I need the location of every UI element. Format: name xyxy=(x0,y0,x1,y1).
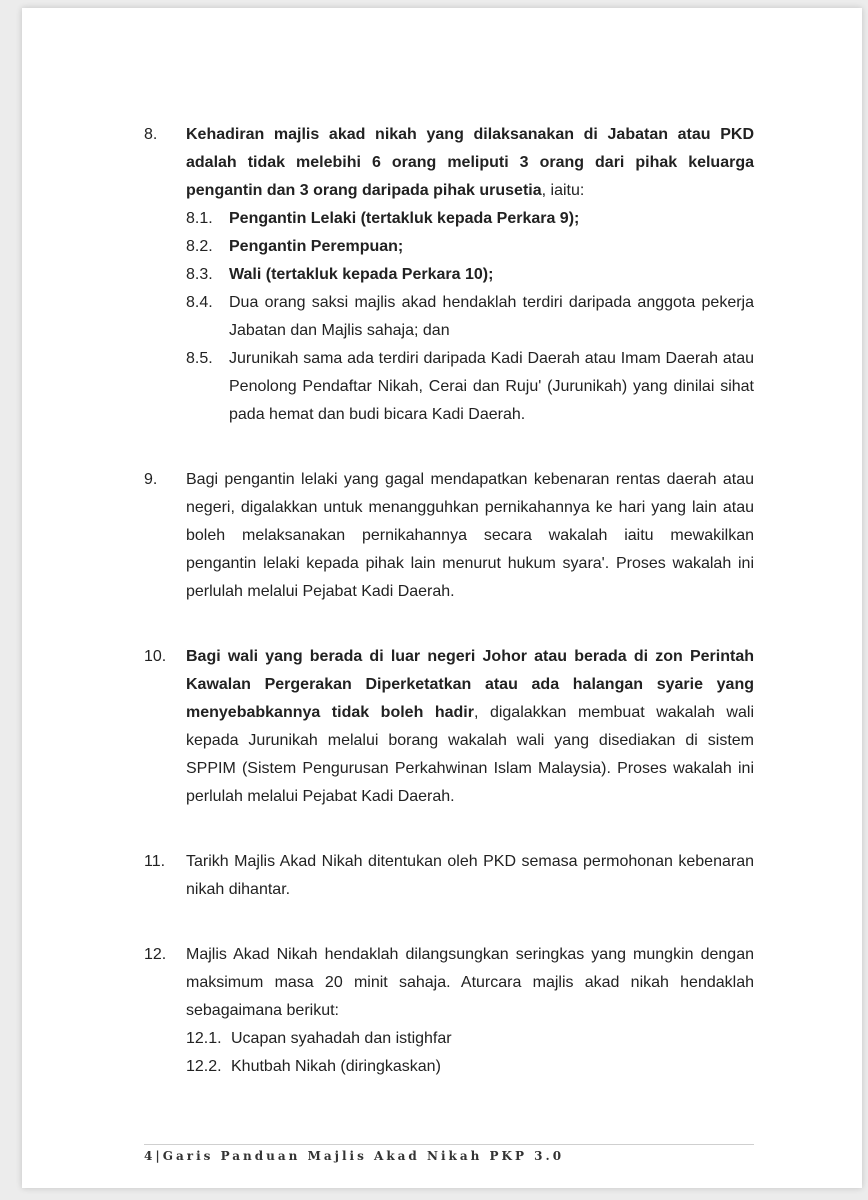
clause-11 xyxy=(144,848,754,904)
subclause-number: 8.4. xyxy=(186,294,213,311)
clause-12-subitems xyxy=(186,1025,754,1081)
clause-number: 8. xyxy=(144,126,158,143)
clause-number: 12. xyxy=(144,946,167,963)
subclause-12-1 xyxy=(186,1025,754,1053)
subclause-text: Wali (tertakluk kepada Perkara 10); xyxy=(229,266,494,283)
subclause-number: 8.2. xyxy=(186,238,213,255)
clause-number: 11. xyxy=(144,853,166,870)
clause-text-bold: Bagi wali yang berada di luar negeri Johor atau berada di zon Perintah Kawalan Pergerakan Diperketatkan atau ada halangan syarie yang menyebabkannya tidak boleh hadir xyxy=(186,648,754,721)
clause-number: 9. xyxy=(144,471,158,488)
subclause-8-2 xyxy=(186,233,754,261)
subclause-8-1 xyxy=(186,205,754,233)
clause-text xyxy=(186,941,754,1025)
subclause-8-4 xyxy=(186,289,754,345)
clause-text-regular: , iaitu: xyxy=(541,182,585,199)
subclause-number: 8.1. xyxy=(186,210,213,227)
clause-12 xyxy=(144,941,754,1081)
clause-10 xyxy=(144,643,754,811)
subclause-number: 8.3. xyxy=(186,266,213,283)
document-body xyxy=(144,121,754,1081)
subclause-number: 12.1. xyxy=(186,1030,222,1047)
clause-text xyxy=(186,466,754,606)
clause-text xyxy=(186,643,754,811)
clause-text-regular: Majlis Akad Nikah hendaklah dilangsungkan seringkas yang mungkin dengan maksimum masa 20 minit sahaja. Aturcara majlis akad nikah hendaklah sebagaimana berikut: xyxy=(186,946,754,1019)
footer-title: Garis Panduan Majlis Akad Nikah PKP 3.0 xyxy=(162,1149,565,1163)
clause-9 xyxy=(144,466,754,606)
clause-number: 10. xyxy=(144,648,167,665)
subclause-8-3 xyxy=(186,261,754,289)
subclause-8-5 xyxy=(186,345,754,429)
clause-text xyxy=(186,848,754,904)
footer-separator: | xyxy=(155,1149,163,1163)
subclause-text: Dua orang saksi majlis akad hendaklah terdiri daripada anggota pekerja Jabatan dan Majlis sahaja; dan xyxy=(229,294,754,339)
subclause-number: 8.5. xyxy=(186,350,213,367)
subclause-text: Jurunikah sama ada terdiri daripada Kadi Daerah atau Imam Daerah atau Penolong Pendaftar Nikah, Cerai dan Ruju' (Jurunikah) yang dinilai sihat pada hemat dan budi bicara Kadi Daerah. xyxy=(229,350,754,423)
clause-text-regular: , digalakkan membuat wakalah wali kepada Jurunikah melalui borang wakalah wali yang disediakan di sistem SPPIM (Sistem Pengurusan Perkahwinan Islam Malaysia). Proses wakalah ini perlulah melalui Pejabat Kadi Daerah. xyxy=(186,704,754,805)
subclause-text: Pengantin Lelaki (tertakluk kepada Perkara 9); xyxy=(229,210,580,227)
clause-text-regular: Bagi pengantin lelaki yang gagal mendapatkan kebenaran rentas daerah atau negeri, digalakkan untuk menangguhkan pernikahannya ke hari yang lain atau boleh melaksanakan pernikahannya secara wakalah iaitu mewakilkan pengantin lelaki kepada pihak lain menurut hukum syara'. Proses wakalah ini perlulah melalui Pejabat Kadi Daerah. xyxy=(186,471,754,600)
clause-text-bold: Kehadiran majlis akad nikah yang dilaksanakan di Jabatan atau PKD adalah tidak melebihi 6 orang meliputi 3 orang dari pihak keluarga pengantin dan 3 orang daripada pihak urusetia xyxy=(186,126,754,199)
clause-text-regular: Tarikh Majlis Akad Nikah ditentukan oleh PKD semasa permohonan kebenaran nikah dihantar. xyxy=(186,853,754,898)
subclause-number: 12.2. xyxy=(186,1058,222,1075)
subclause-text: Pengantin Perempuan; xyxy=(229,238,404,255)
subclause-12-2 xyxy=(186,1053,754,1081)
clause-8 xyxy=(144,121,754,429)
page-number: 4 xyxy=(144,1149,156,1163)
clause-8-subitems xyxy=(186,205,754,429)
subclause-text: Ucapan syahadah dan istighfar xyxy=(231,1030,452,1047)
subclause-text: Khutbah Nikah (diringkaskan) xyxy=(231,1058,441,1075)
document-page xyxy=(22,8,862,1188)
clause-text xyxy=(186,121,754,205)
page-footer xyxy=(144,1144,754,1163)
